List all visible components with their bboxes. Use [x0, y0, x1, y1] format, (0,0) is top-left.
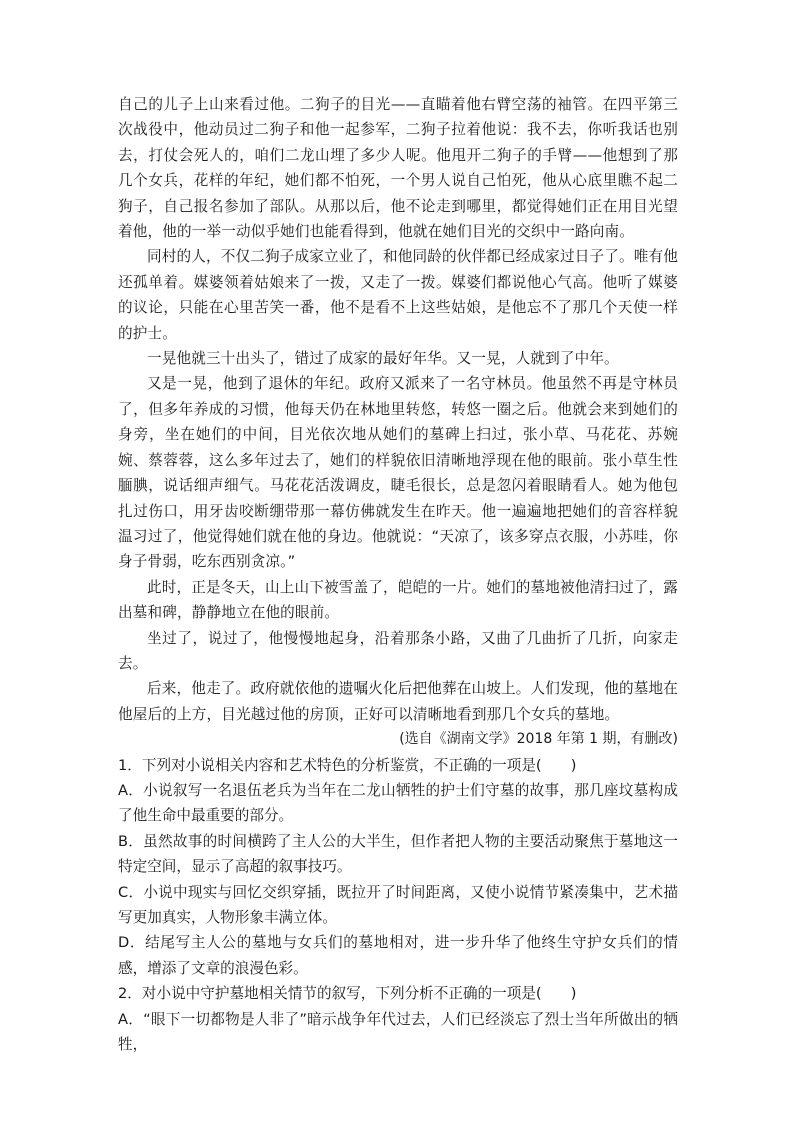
- question-2-stem: 2．对小说中守护墓地相关情节的叙写，下列分析不正确的一项是( ): [118, 985, 577, 1003]
- story-paragraph-2: 同村的人，不仅二狗子成家立业了，和他同龄的伙伴都已经成家过日子了。唯有他还孤单着。媒婆领着姑娘来了一拨，又走了一拨。媒婆们都说他心气高。他听了媒婆的议论，只能在心里苦笑一番，他不是看不上这些姑娘，是他忘不了那几个天使一样的护士。: [118, 248, 678, 342]
- document-page: [118, 92, 678, 1057]
- story-paragraph-6: 坐过了，说过了，他慢慢地起身，沿着那条小路，又曲了几曲折了几折，向家走去。: [118, 629, 678, 672]
- story-paragraph-4: 又是一晃，他到了退休的年纪。政府又派来了一名守林员。他虽然不再是守林员了，但多年养成的习惯，他每天仍在林地里转悠，转悠一圈之后。他就会来到她们的身旁，坐在她们的中间，目光依次地从她们的墓碑上扫过，张小草、马花花、苏婉婉、蔡蓉蓉，这么多年过去了，她们的样貌依旧清晰地浮现在他的眼前。张小草生性腼腆，说话细声细气。马花花活泼调皮，睫毛很长，总是忽闪着眼睛看人。她为他包扎过伤口，用牙齿咬断绷带那一幕仿佛就发生在昨天。他一遍遍地把她们的音容样貌温习过了，他觉得她们就在他的身边。他就说：“天凉了，该多穿点衣服，小苏哇，你身子骨弱，吃东西别贪凉。”: [118, 375, 678, 571]
- question-1-option-b: B．虽然故事的时间横跨了主人公的大半生，但作者把人物的主要活动聚焦于墓地这一特定空间，显示了高超的叙事技巧。: [118, 832, 678, 876]
- question-1-option-c: C．小说中现实与回忆交织穿插，既拉开了时间距离，又使小说情节紧凑集中，艺术描写更加真实，人物形象丰满立体。: [118, 883, 678, 926]
- question-1-option-d: D．结尾写主人公的墓地与女兵们的墓地相对，进一步升华了他终生守护女兵们的情感，增添了文章的浪漫色彩。: [118, 934, 678, 977]
- question-2-option-a: A．“眼下一切都物是人非了”暗示战争年代过去，人们已经淡忘了烈士当年所做出的牺牲，: [118, 1010, 678, 1054]
- question-1-stem: 1．下列对小说相关内容和艺术特色的分析鉴赏，不正确的一项是( ): [118, 756, 577, 774]
- story-paragraph-5: 此时，正是冬天，山上山下被雪盖了，皑皑的一片。她们的墓地被他清扫过了，露出墓和碑，静静地立在他的眼前。: [118, 578, 678, 622]
- story-paragraph-3: 一晃他就三十出头了，错过了成家的最好年华。又一晃，人就到了中年。: [147, 350, 619, 368]
- source-citation: (选自《湖南文学》2018 年第 1 期，有删改): [399, 731, 678, 748]
- question-1-option-a: A．小说叙写一名退伍老兵为当年在二龙山牺牲的护士们守墓的故事，那几座坟墓构成了他生命中最重要的部分。: [118, 781, 678, 825]
- story-paragraph-1: 自己的儿子上山来看过他。二狗子的目光——直瞄着他右臂空荡的袖管。在四平第三次战役中，他动员过二狗子和他一起参军，二狗子拉着他说：我不去，你听我话也别去，打仗会死人的，咱们二龙山埋了多少人呢。他甩开二狗子的手臂——他想到了那几个女兵，花样的年纪，她们都不怕死，一个男人说自己怕死，他从心底里瞧不起二狗子，自己报名参加了部队。从那以后，他不论走到哪里，都觉得她们正在用目光望着他，他的一举一动似乎她们也能看得到，他就在她们目光的交织中一路向南。: [118, 96, 678, 241]
- story-paragraph-7: 后来，他走了。政府就依他的遗嘱火化后把他葬在山坡上。人们发现，他的墓地在他屋后的上方，目光越过他的房顶，正好可以清晰地看到那几个女兵的墓地。: [118, 680, 678, 723]
